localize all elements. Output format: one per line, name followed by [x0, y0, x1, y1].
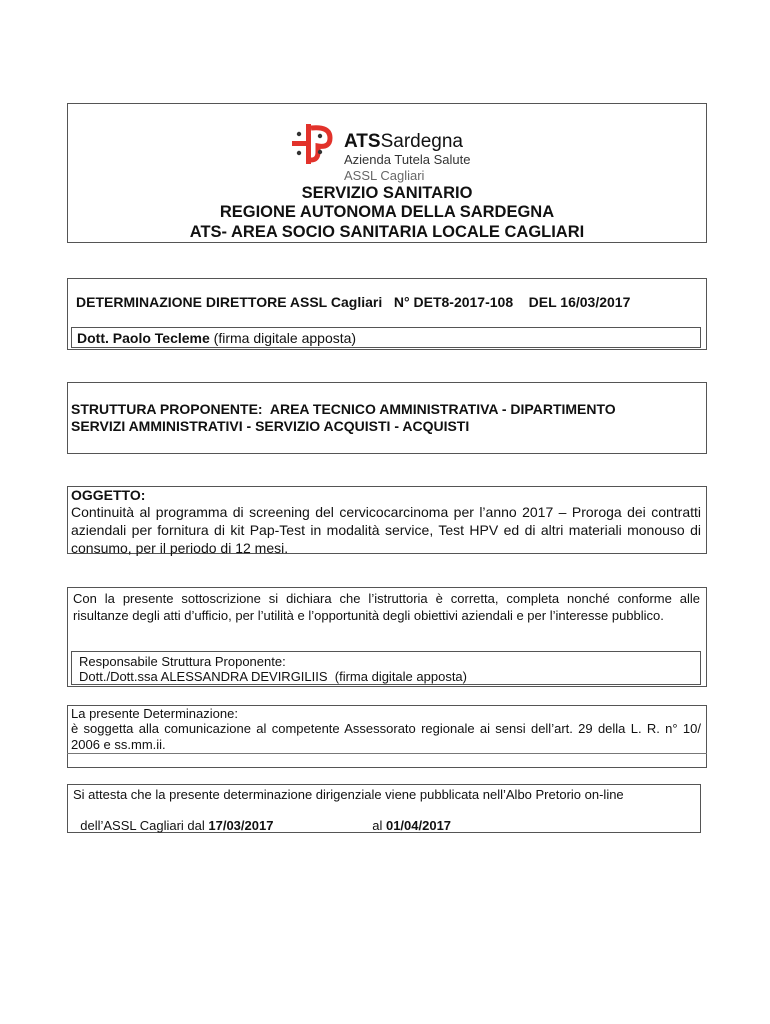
struttura-line-1: STRUTTURA PROPONENTE: AREA TECNICO AMMINISTRATIVA - DIPARTIMENTO	[71, 401, 616, 417]
attesta-line-2	[73, 803, 273, 833]
presente-divider	[67, 753, 707, 754]
responsabile-name: Dott./Dott.ssa ALESSANDRA DEVIRGILIIS (firma digitale apposta)	[79, 669, 467, 684]
dichiarazione-text: Con la presente sottoscrizione si dichiara che l’istruttoria è corretta, completa nonché conforme alle risultanze degli atti d’ufficio, per l’utilità e l’opportunità degli obiettivi aziendali e per l’interesse pubblico.	[73, 591, 700, 623]
attesta-line-2b	[365, 803, 451, 833]
struttura-line-2: SERVIZI AMMINISTRATIVI - SERVIZIO ACQUISTI - ACQUISTI	[71, 418, 470, 434]
attesta-date-to: 01/04/2017	[385, 818, 452, 833]
logo-brand-bold: ATS	[344, 131, 381, 152]
ats-logo-icon	[290, 122, 338, 166]
signer-note: (firma digitale apposta)	[209, 330, 357, 346]
presente-label: La presente Determinazione:	[71, 706, 238, 721]
attesta-date-from: 17/03/2017	[208, 818, 274, 833]
logo-brand-rest: Sardegna	[380, 131, 463, 152]
attesta-text-1: Si attesta che la presente determinazione dirigenziale viene pubblicata nell’Albo Pretorio on-line	[73, 787, 624, 802]
attesta-text-2-mid: al	[372, 818, 386, 833]
logo-brand	[344, 132, 470, 152]
presente-text: è soggetta alla comunicazione al competente Assessorato regionale ai sensi dell’art. 29 della L. R. n° 10/ 2006 e ss.mm.ii.	[71, 721, 701, 752]
ats-logo-text	[344, 132, 470, 184]
ats-logo	[290, 122, 338, 171]
determinazione-line: DETERMINAZIONE DIRETTORE ASSL Cagliari N° DET8-2017-108 DEL 16/03/2017	[76, 294, 631, 310]
header-title-1: SERVIZIO SANITARIO	[301, 184, 473, 202]
responsabile-label: Responsabile Struttura Proponente:	[79, 654, 286, 669]
attesta-text-2-prefix: dell’ASSL Cagliari dal	[80, 818, 209, 833]
oggetto-label: OGGETTO:	[71, 487, 146, 503]
signer-line	[77, 330, 356, 346]
oggetto-text: Continuità al programma di screening del cervicocarcinoma per l’anno 2017 – Proroga dei contratti aziendali per fornitura di kit Pap-Test in modalità service, Test HPV ed di altri materiali monouso di consumo, per il periodo di 12 mesi.	[71, 504, 701, 556]
logo-line-1: Azienda Tutela Salute	[344, 152, 471, 167]
signer-name: Dott. Paolo Tecleme	[77, 330, 210, 346]
logo-line-2: ASSL Cagliari	[344, 168, 425, 183]
header-title-3: ATS- AREA SOCIO SANITARIA LOCALE CAGLIARI	[189, 223, 585, 241]
header-title-2: REGIONE AUTONOMA DELLA SARDEGNA	[219, 203, 555, 221]
